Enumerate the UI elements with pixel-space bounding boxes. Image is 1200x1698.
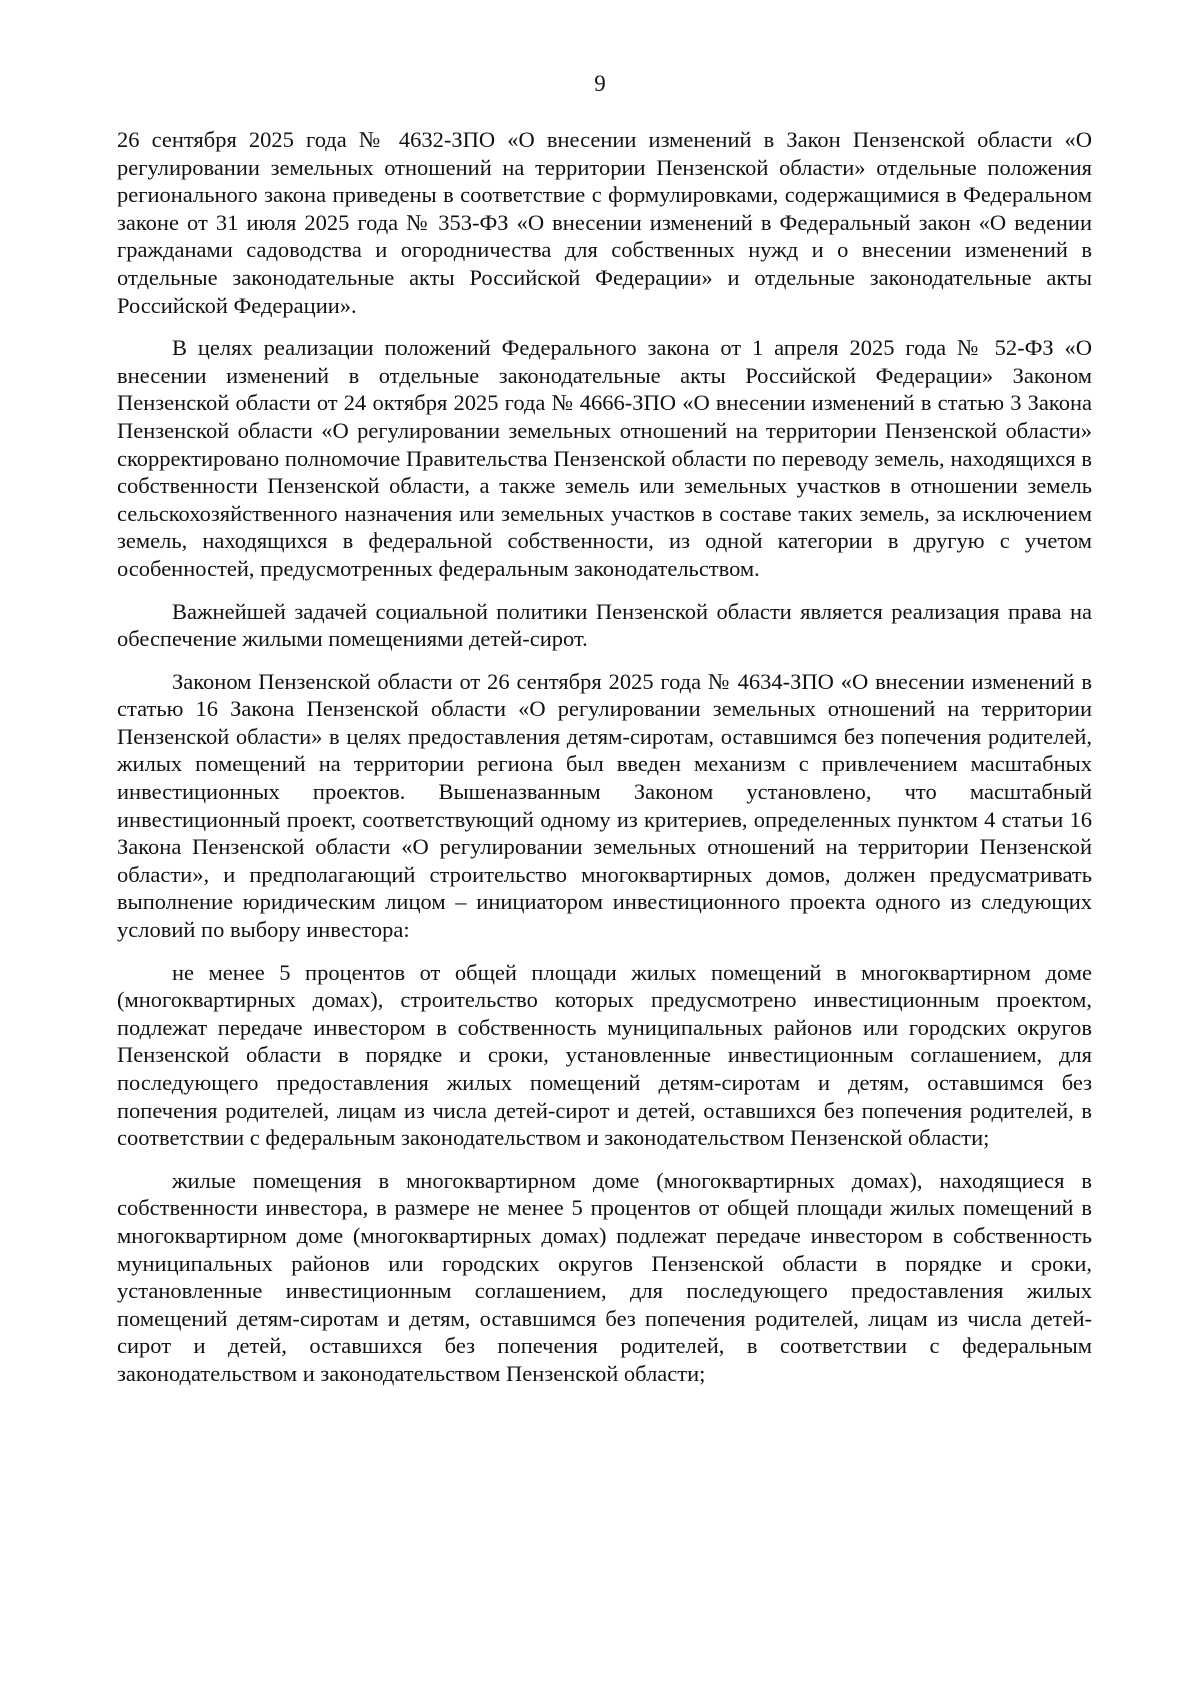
- paragraph-3: Важнейшей задачей социальной политики Пензенской области является реализация права на обеспечение жилыми помещениями детей-сирот.: [117, 598, 1092, 652]
- paragraph-1: 26 сентября 2025 года № 4632-ЗПО «О внесении изменений в Закон Пензенской области «О регулировании земельных отношений на территории Пензенской области» отдельные положения регионального закона приведены в соответствие с формулировками, содержащимися в Федеральном законе от 31 июля 2025 года № 353-ФЗ «О внесении изменений в Федеральный закон «О ведении гражданами садоводства и огородничества для собственных нужд и о внесении изменений в отдельные законодательные акты Российской Федерации» и отдельные законодательные акты Российской Федерации».: [117, 127, 1092, 318]
- paragraph-5: не менее 5 процентов от общей площади жилых помещений в многоквартирном доме (многоквартирных домах), строительство которых предусмотрено инвестиционным проектом, подлежат передаче инвестором в собственность муниципальных районов или городских округов Пензенской области в порядке и сроки, установленные инвестиционным соглашением, для последующего предоставления жилых помещений детям-сиротам и детям, оставшимся без попечения родителей, лицам из числа детей-сирот и детей, оставшихся без попечения родителей, в соответствии с федеральным законодательством и законодательством Пензенской области;: [117, 959, 1092, 1151]
- paragraph-4: Законом Пензенской области от 26 сентября 2025 года № 4634-ЗПО «О внесении изменений в статью 16 Закона Пензенской области «О регулировании земельных отношений на территории Пензенской области» в целях предоставления детям-сиротам, оставшимся без попечения родителей, жилых помещений на территории региона был введен механизм с привлечением масштабных инвестиционных проектов. Вышеназванным Законом установлено, что масштабный инвестиционный проект, соответствующий одному из критериев, определенных пунктом 4 статьи 16 Закона Пензенской области «О регулировании земельных отношений на территории Пензенской области», и предполагающий строительство многоквартирных домов, должен предусматривать выполнение юридическим лицом – инициатором инвестиционного проекта одного из следующих условий по выбору инвестора:: [117, 668, 1092, 943]
- paragraph-2: В целях реализации положений Федерального закона от 1 апреля 2025 года № 52-ФЗ «О внесении изменений в отдельные законодательные акты Российской Федерации» Законом Пензенской области от 24 октября 2025 года № 4666-ЗПО «О внесении изменений в статью 3 Закона Пензенской области «О регулировании земельных отношений на территории Пензенской области» скорректировано полномочие Правительства Пензенской области по переводу земель, находящихся в собственности Пензенской области, а также земель или земельных участков в отношении земель сельскохозяйственного назначения или земельных участков в составе таких земель, за исключением земель, находящихся в федеральной собственности, из одной категории в другую с учетом особенностей, предусмотренных федеральным законодательством.: [117, 335, 1092, 581]
- document-body: [117, 126, 1092, 1403]
- paragraph-6: жилые помещения в многоквартирном доме (многоквартирных домах), находящиеся в собственности инвестора, в размере не менее 5 процентов от общей площади жилых помещений в многоквартирном доме (многоквартирных домах) подлежат передаче инвестором в собственность муниципальных районов или городских округов Пензенской области в порядке и сроки, установленные инвестиционным соглашением, для последующего предоставления жилых помещений детям-сиротам и детям, оставшимся без попечения родителей, лицам из числа детей-сирот и детей, оставшихся без попечения родителей, в соответствии с федеральным законодательством и законодательством Пензенской области;: [117, 1167, 1092, 1386]
- page-number: 9: [594, 71, 606, 96]
